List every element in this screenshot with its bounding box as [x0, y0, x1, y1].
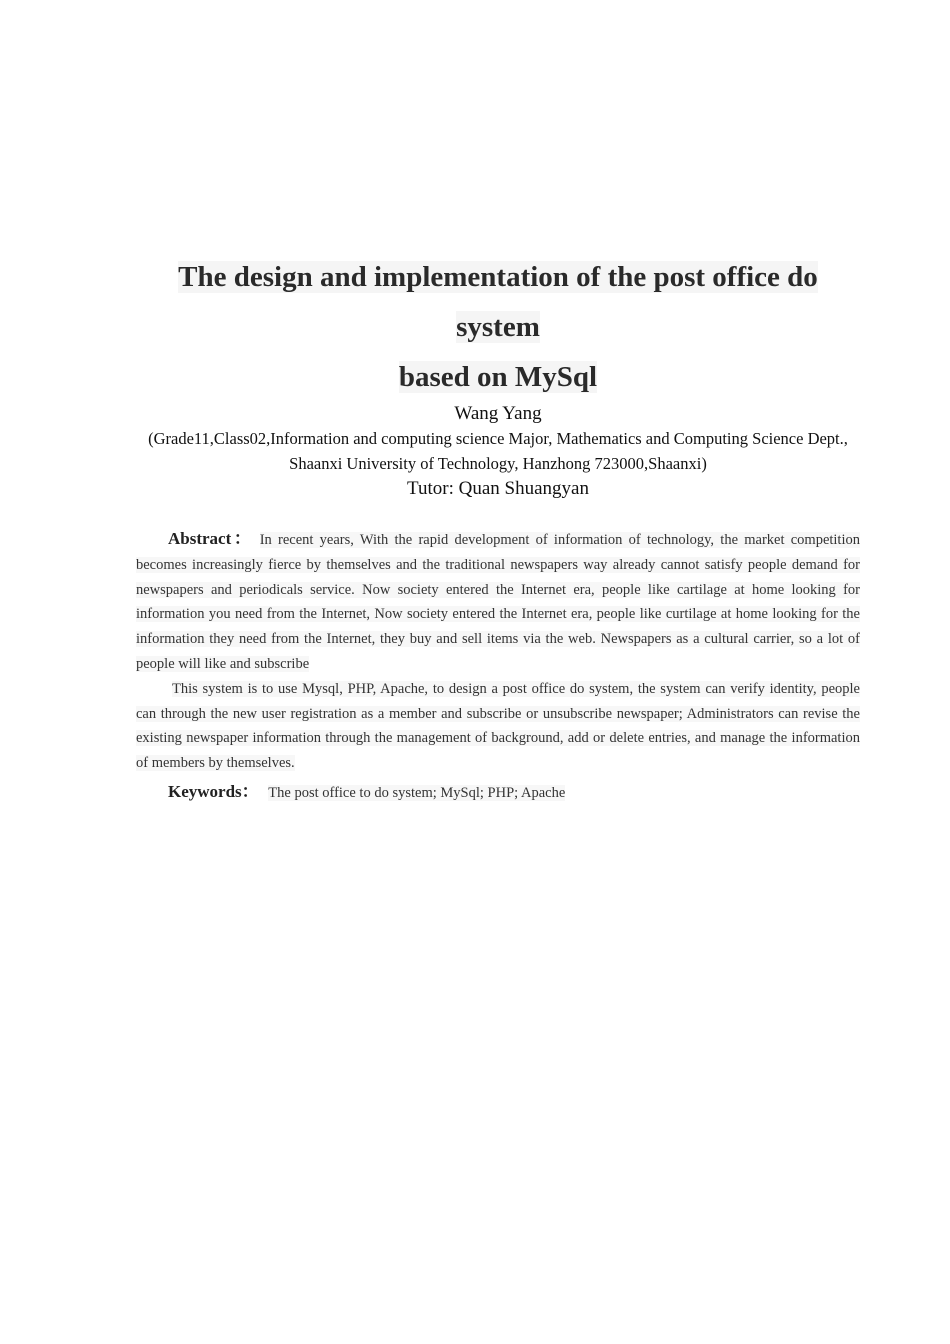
keywords-label: Keywords： [168, 781, 259, 801]
abstract-label: Abstract： [168, 529, 254, 548]
abstract-text-2: This system is to use Mysql, PHP, Apache, to design a post office do system, the system can verify identity, people can through the new user registration as a member and subscribe or unsubscribe newspaper; Administrators can revise the existing newspaper information through the management of background, add or delete entries, and manage the information of members by themselves. [136, 680, 860, 772]
paper-front-matter [136, 252, 860, 819]
paper-title-line-2: based on MySql [398, 361, 598, 393]
abstract-paragraph-1 [136, 527, 860, 677]
paper-title [136, 252, 860, 402]
tutor-name: Tutor: Quan Shuangyan [407, 478, 589, 499]
author-affiliation [132, 426, 864, 476]
author-name: Wang Yang [454, 403, 542, 424]
affiliation-line-2: Shaanxi University of Technology, Hanzhong 723000,Shaanxi) [289, 454, 707, 473]
affiliation-line-1: (Grade11,Class02,Information and computing science Major, Mathematics and Computing Science Dept., [148, 429, 848, 448]
keywords-text: The post office to do system; MySql; PHP; Apache [268, 784, 566, 801]
abstract-text-1: In recent years, With the rapid development of information of technology, the market competition becomes increasingly fierce by themselves and the traditional newspapers way already cannot satisfy people demand for newspapers and periodicals service. Now society entered the Internet era, people like cartilage at home looking for information you need from the Internet, Now society entered the Internet era, people like curtilage at home looking for the information they need from the Internet, they buy and sell items via the web. Newspapers as a cultural carrier, so a lot of people will like and subscribe [136, 532, 860, 672]
abstract-paragraph-2 [136, 677, 860, 776]
keywords-line [136, 780, 860, 805]
paper-title-line-1: The design and implementation of the post office do system [178, 261, 818, 343]
